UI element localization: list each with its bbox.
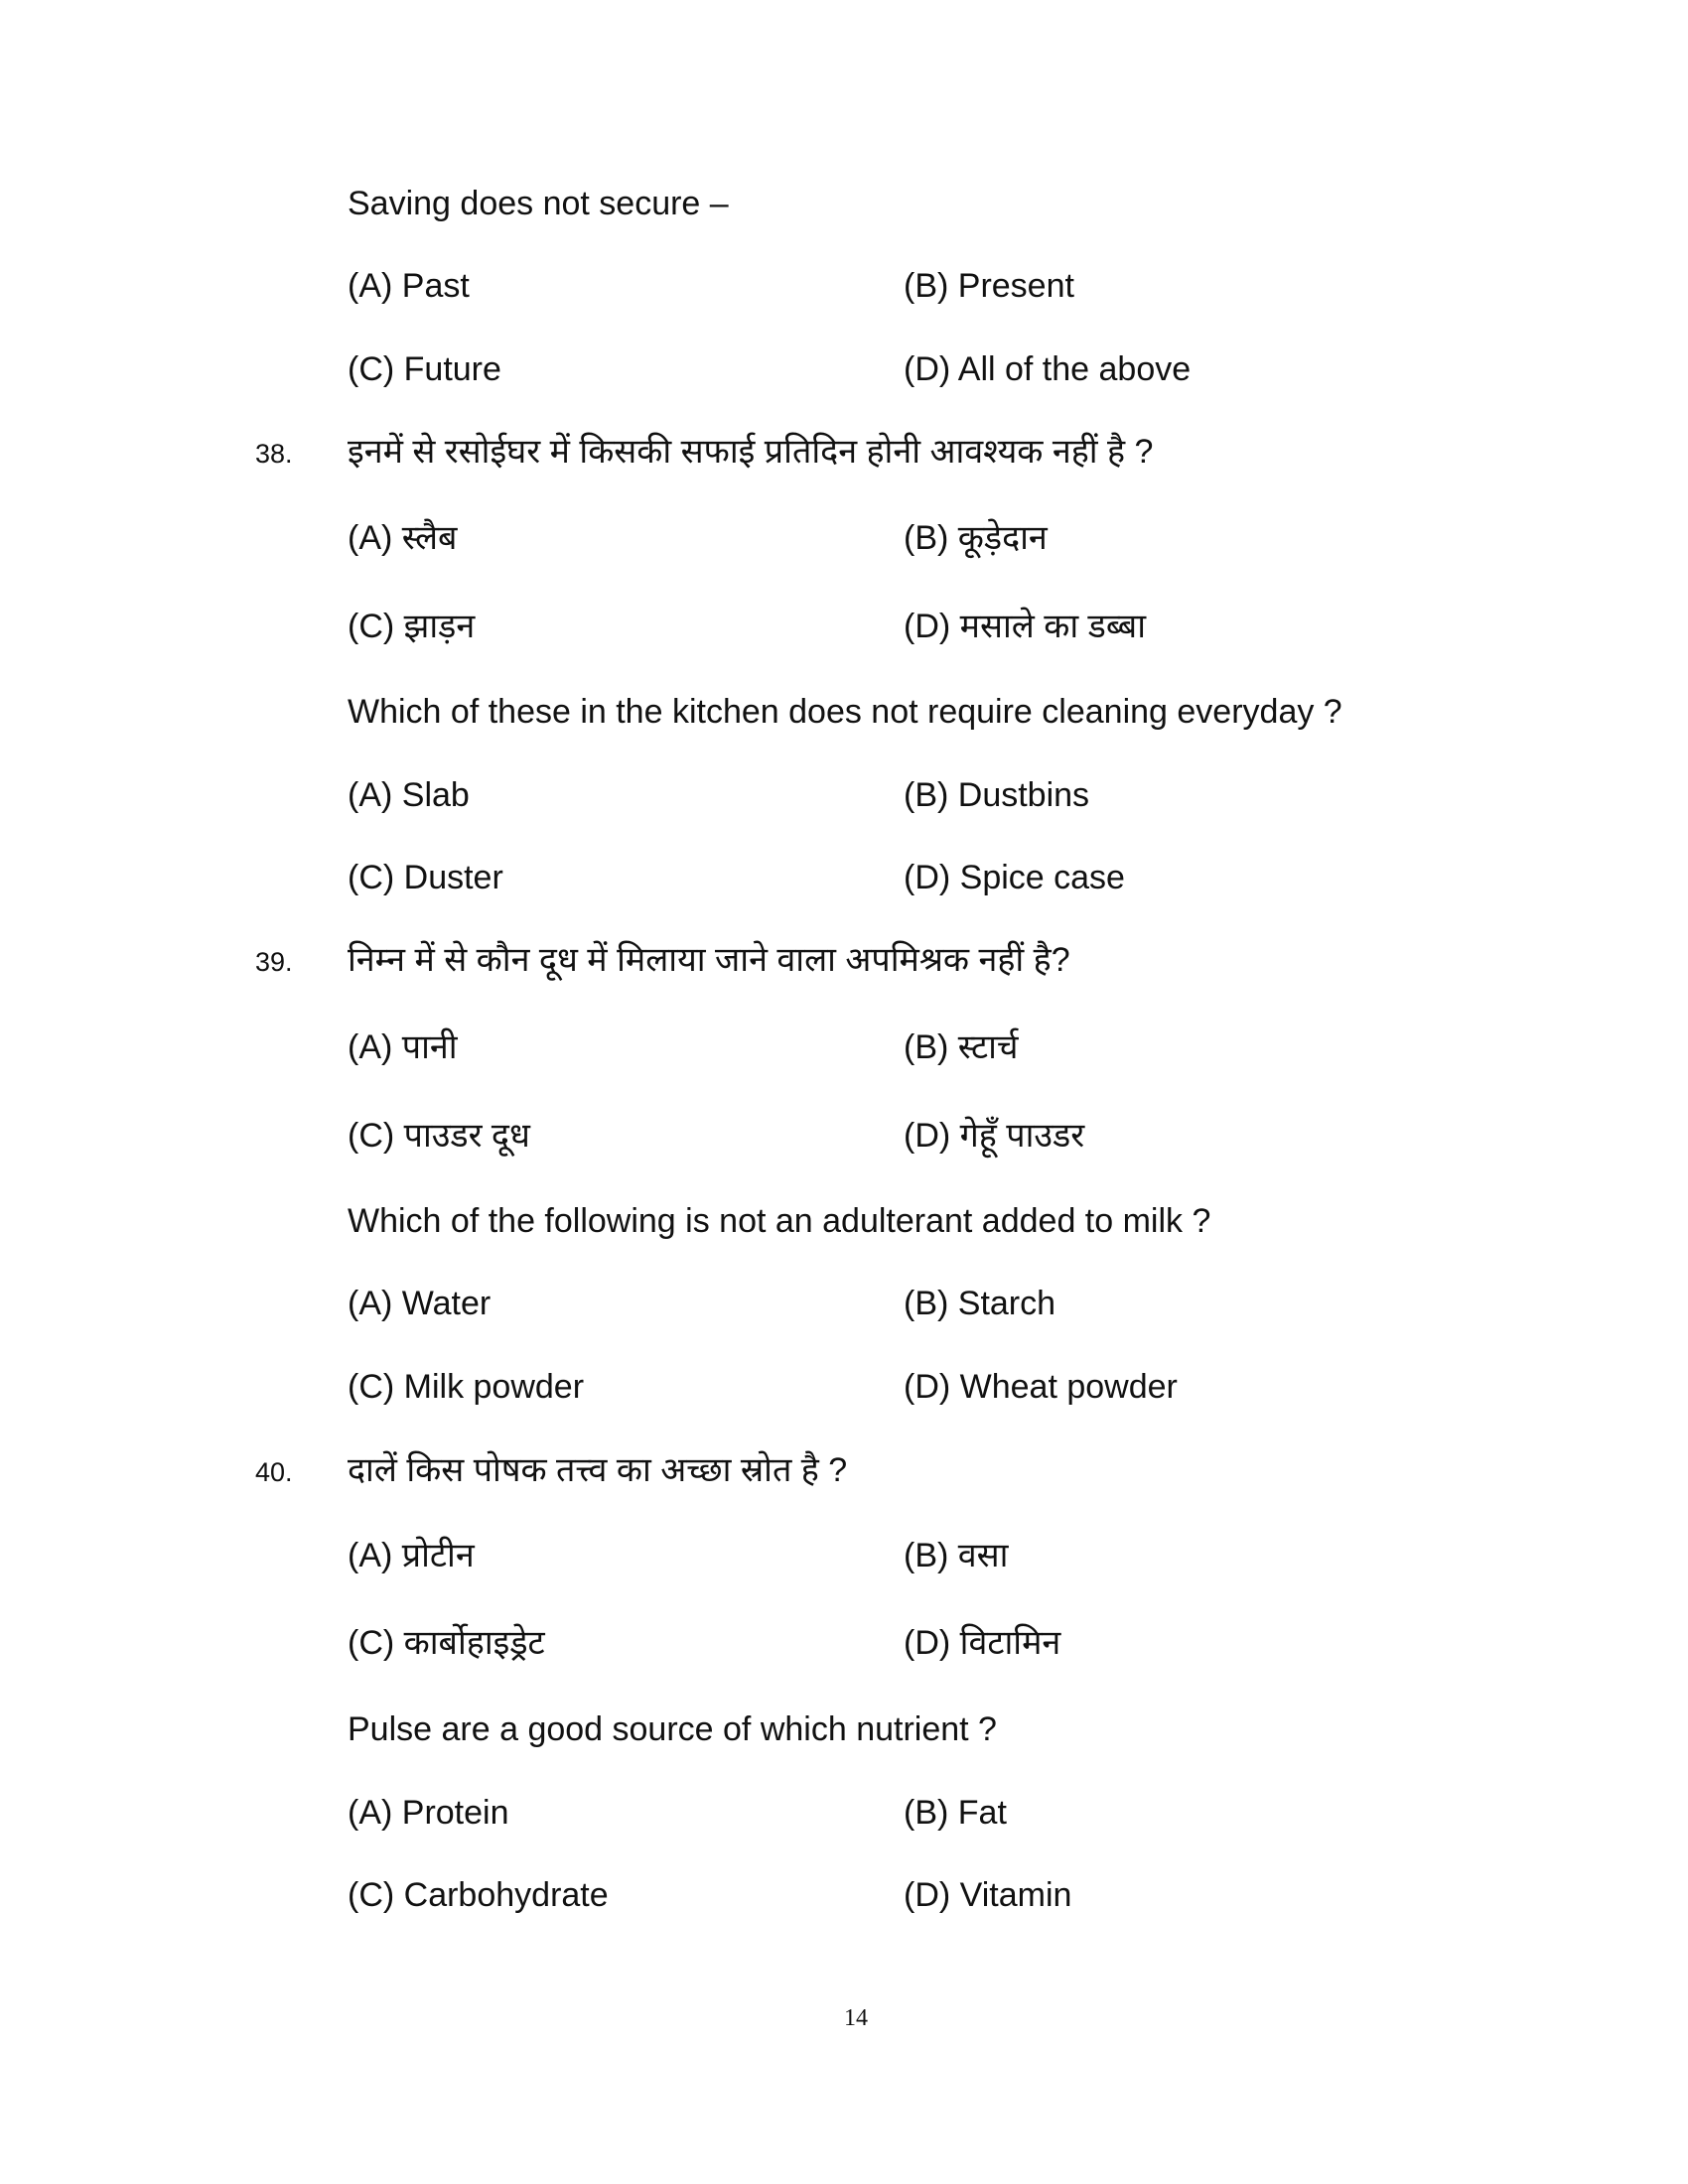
option-d: (D) विटामिन [904,1624,1061,1662]
question-text: इनमें से रसोईघर में किसकी सफाई प्रतिदिन होनी आवश्यक नहीं है ? [348,433,1154,471]
question-text: Pulse are a good source of which nutrient ? [348,1710,997,1748]
option-a: (A) Past [348,267,470,305]
option-c: (C) कार्बोहाइड्रेट [348,1624,545,1662]
option-d: (D) Wheat powder [904,1368,1178,1406]
option-d: (D) Vitamin [904,1876,1072,1914]
question-text: दालें किस पोषक तत्त्व का अच्छा स्रोत है ? [348,1451,848,1489]
option-d: (D) All of the above [904,350,1192,388]
option-c: (C) पाउडर दूध [348,1117,530,1155]
option-c: (C) Duster [348,859,503,896]
question-number: 39. [255,947,293,977]
question-text: Which of the following is not an adulterant added to milk ? [348,1202,1211,1240]
option-c: (C) Future [348,350,501,388]
question-text: निम्न में से कौन दूध में मिलाया जाने वाला अपमिश्रक नहीं है? [348,941,1070,979]
option-d: (D) मसाले का डब्बा [904,608,1147,645]
option-b: (B) Fat [904,1794,1007,1832]
question-text: Saving does not secure – [348,185,729,222]
question-number: 38. [255,439,293,469]
option-b: (B) स्टार्च [904,1028,1019,1066]
option-a: (A) Protein [348,1794,509,1832]
option-b: (B) Present [904,267,1074,305]
option-b: (B) वसा [904,1537,1009,1574]
option-b: (B) Starch [904,1285,1056,1322]
option-d: (D) गेहूँ पाउडर [904,1117,1085,1155]
option-a: (A) प्रोटीन [348,1537,475,1574]
option-a: (A) स्लैब [348,519,458,557]
option-c: (C) Carbohydrate [348,1876,609,1914]
question-text: Which of these in the kitchen does not require cleaning everyday ? [348,693,1342,731]
option-b: (B) Dustbins [904,776,1090,814]
option-b: (B) कूड़ेदान [904,519,1048,557]
question-number: 40. [255,1457,293,1487]
option-a: (A) Water [348,1285,492,1322]
option-a: (A) पानी [348,1028,458,1066]
option-c: (C) Milk powder [348,1368,585,1406]
option-a: (A) Slab [348,776,470,814]
option-d: (D) Spice case [904,859,1125,896]
option-c: (C) झाड़न [348,608,476,645]
page-number: 14 [844,2005,868,2031]
